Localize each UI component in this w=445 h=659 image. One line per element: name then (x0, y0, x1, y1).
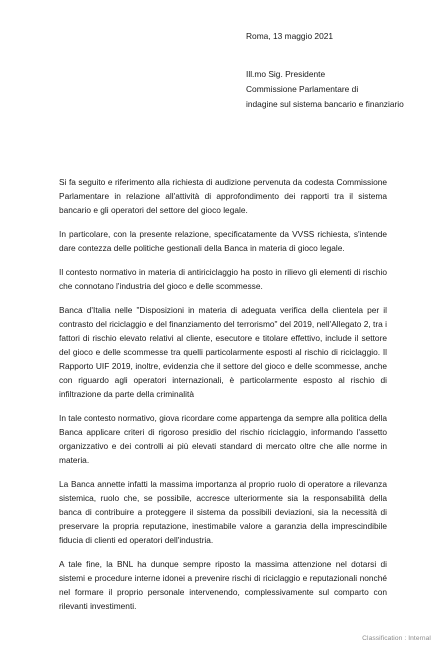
body-paragraph: A tale fine, la BNL ha dunque sempre riposto la massima attenzione nel dotarsi di sistemi e procedure interne idonei a prevenire rischi di riciclaggio e reputazionali nonché nel formare il proprio personale intervenendo, complessivamente sul comparto con rilevanti investimenti. (59, 559, 387, 611)
letter-date: Roma, 13 maggio 2021 (246, 31, 334, 41)
letter-body (59, 175, 387, 623)
addressee-block (246, 67, 404, 112)
body-paragraph: In particolare, con la presente relazione, specificatamente da VVSS richiesta, s'intende dare contezza delle politiche gestionali della Banca in materia di gioco legale. (59, 229, 387, 253)
addressee-line: Commissione Parlamentare di (246, 84, 359, 94)
body-paragraph: In tale contesto normativo, giova ricordare come appartenga da sempre alla politica della Banca applicare criteri di rigoroso presidio del rischio riciclaggio, informando l'assetto organizzativo e dei controlli ai più elevati standard di mercato oltre che alle norme in materia. (59, 413, 387, 465)
addressee-line: Ill.mo Sig. Presidente (246, 69, 326, 79)
addressee-line: indagine sul sistema bancario e finanziario (246, 99, 404, 109)
body-paragraph: Si fa seguito e riferimento alla richiesta di audizione pervenuta da codesta Commissione Parlamentare in relazione all'attività di approfondimento dei rapporti tra il sistema bancario e gli operatori del settore del gioco legale. (59, 177, 387, 215)
body-paragraph: Banca d'Italia nelle "Disposizioni in materia di adeguata verifica della clientela per il contrasto del riciclaggio e del finanziamento del terrorismo" del 2019, nell'Allegato 2, tra i fattori di rischio elevato relativi al cliente, esecutore e titolare effettivo, include il settore del gioco e delle scommesse tra quelli particolarmente esposti al rischio di riciclaggio. Il Rapporto UIF 2019, inoltre, evidenzia che il settore del gioco e delle scommesse, anche con riguardo agli operatori internazionali, è particolarmente esposto al rischio di infiltrazione da parte della criminalità (59, 305, 387, 399)
body-paragraph: La Banca annette infatti la massima importanza al proprio ruolo di operatore a rilevanza sistemica, ruolo che, se possibile, accresce ulteriormente sia la responsabilità della banca di contribuire a proteggere il sistema da possibili deviazioni, sia la necessità di preservare la propria reputazione, inestimabile valore a garanzia della imprescindibile fiducia di clienti ed operatori dell'industria. (59, 479, 387, 545)
body-paragraph: Il contesto normativo in materia di antiriciclaggio ha posto in rilievo gli elementi di rischio che connotano l'industria del gioco e delle scommesse. (59, 267, 387, 291)
classification-label: Classification : Internal (362, 635, 431, 642)
